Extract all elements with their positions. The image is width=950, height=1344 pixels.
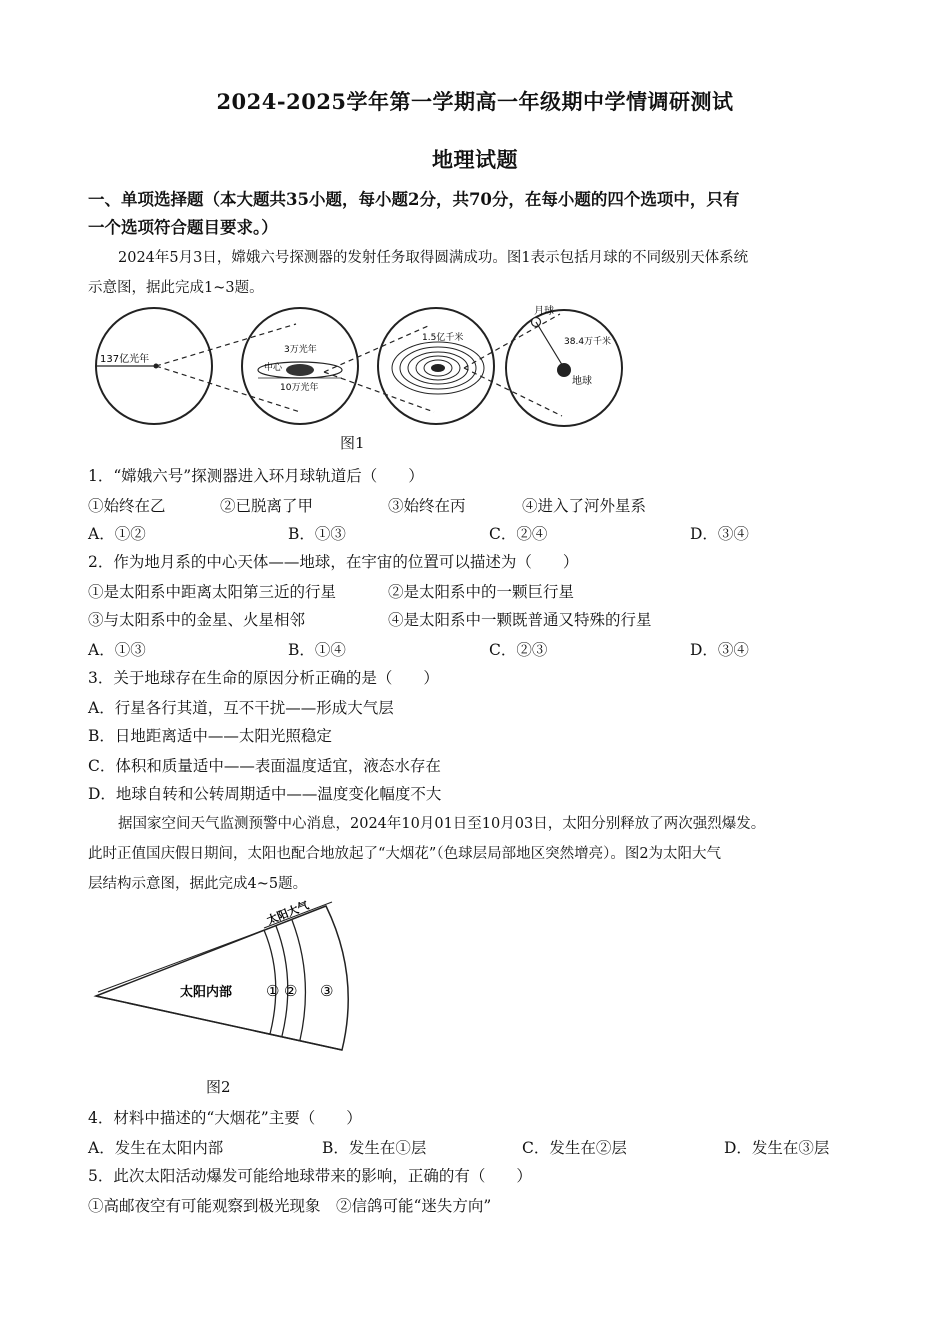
exam-subtitle: 地理试题 [432, 147, 518, 172]
q3-option-b[interactable]: B．日地距离适中——太阳光照稳定 [88, 727, 332, 745]
q1-item: ③始终在丙 [388, 497, 466, 515]
q2-item: ②是太阳系中的一颗巨行星 [388, 583, 575, 601]
label-layer-3: ③ [320, 982, 334, 1000]
passage1-line1: 2024年5月3日，嫦娥六号探测器的发射任务取得圆满成功。图1表示包括月球的不同级别天体系统 [118, 250, 749, 266]
label-10w: 10万光年 [280, 383, 319, 393]
q1-item: ②已脱离了甲 [220, 497, 314, 515]
q4-option-b[interactable]: B．发生在①层 [322, 1139, 427, 1157]
label-moon: 月球 [534, 306, 554, 317]
q1-option-b[interactable]: B．①③ [288, 525, 346, 543]
label-layer-1: ① [266, 982, 280, 1000]
q2-stem: 2．作为地月系的中心天体——地球，在宇宙的位置可以描述为（ ） [88, 553, 579, 571]
q4-option-c[interactable]: C．发生在②层 [522, 1139, 627, 1157]
q2-option-d[interactable]: D．③④ [690, 641, 749, 659]
section-heading-cont: 一个选项符合题目要求。） [88, 218, 278, 237]
label-sun-interior: 太阳内部 [180, 985, 233, 1000]
q3-option-d[interactable]: D．地球自转和公转周期适中——温度变化幅度不大 [88, 785, 442, 803]
label-3w: 3万光年 [284, 345, 317, 355]
q5-items: ①高邮夜空有可能观察到极光现象 ②信鸽可能“迷失方向” [88, 1197, 492, 1215]
figure1-caption: 图1 [340, 434, 365, 452]
q2-option-c[interactable]: C．②③ [489, 641, 548, 659]
q1-option-a[interactable]: A．①② [88, 525, 146, 543]
q2-item: ①是太阳系中距离太阳第三近的行星 [88, 583, 337, 601]
label-layer-2: ② [284, 982, 298, 1000]
q1-option-c[interactable]: C．②④ [489, 525, 548, 543]
q4-stem: 4．材料中描述的“大烟花”主要（ ） [88, 1109, 362, 1127]
q1-option-d[interactable]: D．③④ [690, 525, 749, 543]
q4-option-d[interactable]: D．发生在③层 [724, 1139, 830, 1157]
label-137: 137亿光年 [100, 354, 150, 365]
figure2-diagram [88, 894, 368, 1064]
passage2-line2: 此时正值国庆假日期间，太阳也配合地放起了“大烟花”（色球层局部地区突然增亮）。图2为太阳大气 [88, 846, 722, 862]
q1-item: ④进入了河外星系 [522, 497, 647, 515]
figure1-diagram [88, 300, 648, 430]
label-center: 中心 [264, 363, 283, 373]
q3-option-a[interactable]: A．行星各行其道，互不干扰——形成大气层 [88, 699, 394, 717]
q4-option-a[interactable]: A．发生在太阳内部 [88, 1139, 224, 1157]
exam-title: 2024-2025学年第一学期高一年级期中学情调研测试 [216, 89, 734, 114]
label-sun-atmosphere: 太阳大气 [265, 898, 311, 928]
q2-option-a[interactable]: A．①③ [88, 641, 146, 659]
label-earth: 地球 [572, 376, 592, 387]
q5-stem: 5．此次太阳活动爆发可能给地球带来的影响，正确的有（ ） [88, 1167, 532, 1185]
q3-option-c[interactable]: C．体积和质量适中——表面温度适宜，液态水存在 [88, 757, 441, 775]
q1-stem: 1．“嫦娥六号”探测器进入环月球轨道后（ ） [88, 467, 424, 485]
passage2-line1: 据国家空间天气监测预警中心消息，2024年10月01日至10月03日，太阳分别释放了两次强烈爆发。 [118, 816, 766, 832]
q2-item: ④是太阳系中一颗既普通又特殊的行星 [388, 611, 652, 629]
figure2-caption: 图2 [206, 1078, 231, 1096]
passage2-line3: 层结构示意图，据此完成4~5题。 [88, 876, 308, 892]
q3-stem: 3．关于地球存在生命的原因分析正确的是（ ） [88, 669, 439, 687]
section-heading: 一、单项选择题（本大题共35小题，每小题2分，共70分，在每小题的四个选项中，只有 [88, 190, 740, 209]
q1-item: ①始终在乙 [88, 497, 166, 515]
q2-item: ③与太阳系中的金星、火星相邻 [88, 611, 306, 629]
label-15y: 1.5亿千米 [422, 333, 464, 343]
passage1-line2: 示意图，据此完成1~3题。 [88, 280, 264, 296]
q2-option-b[interactable]: B．①④ [288, 641, 346, 659]
label-384: 38.4万千米 [564, 337, 612, 347]
